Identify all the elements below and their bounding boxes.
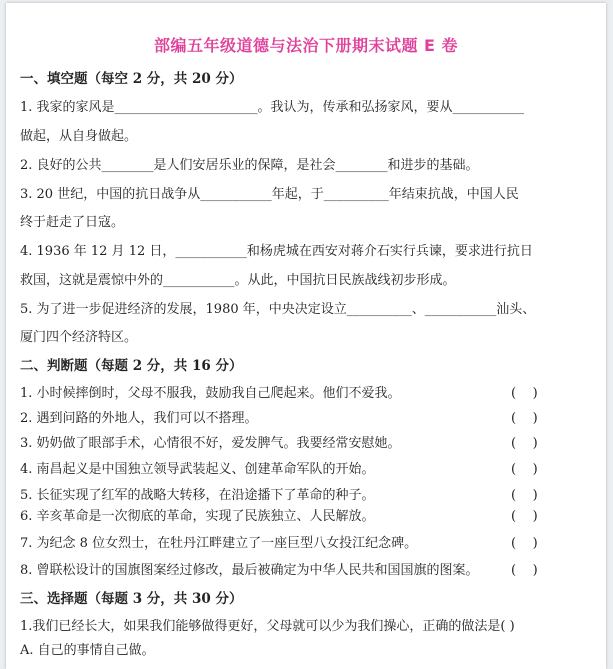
judge-item: 8. 曾联松设计的国旗图案经过修改，最后被确定为中华人民共和国国旗的图案。 [20,563,479,578]
judge-item: 4. 南昌起义是中国独立领导武装起义、创建革命军队的开始。 [20,462,375,477]
choice-option: A. 自己的事情自己做。 [20,643,155,658]
choice-question: 1.我们已经长大，如果我们能够做得更好，父母就可以少为我们操心，正确的做法是( ) [20,619,515,634]
section-heading-choice: 三、选择题（每题 3 分，共 30 分） [20,591,243,607]
judge-item: 2. 遇到问路的外地人，我们可以不搭理。 [20,411,258,426]
fill-line: 厦门四个经济特区。 [20,330,138,345]
fill-line: 1. 我家的家风是______________________。我认为，传承和弘扬家风，要从___________ [20,100,525,115]
section-heading-judge: 二、判断题（每题 2 分，共 16 分） [20,358,243,374]
judge-item: 3. 奶奶做了眼部手术，心情很不好，爱发脾气。我要经常安慰她。 [20,436,401,451]
section-heading-fill: 一、填空题（每空 2 分，共 20 分） [20,71,243,87]
judge-item: 5. 长征实现了红军的战略大转移，在沿途播下了革命的种子。 [20,488,375,503]
fill-line: 做起，从自身做起。 [20,129,138,144]
answer-paren[interactable]: ( ) [511,509,538,524]
fill-line: 4. 1936 年 12 月 12 日，___________和杨虎城在西安对蒋介石实行兵谏，要求进行抗日 [20,244,533,259]
judge-item: 1. 小时候摔倒时，父母不服我，鼓励我自己爬起来。他们不爱我。 [20,386,401,401]
judge-item: 6. 辛亥革命是一次彻底的革命，实现了民族独立、人民解放。 [20,509,375,524]
answer-paren[interactable]: ( ) [511,563,538,578]
answer-paren[interactable]: ( ) [511,386,538,401]
answer-paren[interactable]: ( ) [511,536,538,551]
page-title: 部编五年级道德与法治下册期末试题 E 卷 [153,36,459,55]
answer-paren[interactable]: ( ) [511,411,538,426]
fill-line: 终于赶走了日寇。 [20,215,125,230]
answer-paren[interactable]: ( ) [511,436,538,451]
exam-page [6,3,606,669]
fill-line: 3. 20 世纪，中国的抗日战争从___________年起，于__________年结束抗战，中国人民 [20,187,519,202]
answer-paren[interactable]: ( ) [511,488,538,503]
answer-paren[interactable]: ( ) [511,462,538,477]
judge-item: 7. 为纪念 8 位女烈士，在牡丹江畔建立了一座巨型八女投江纪念碑。 [20,536,418,551]
fill-line: 5. 为了进一步促进经济的发展，1980 年，中央决定设立__________、___________汕头、 [20,302,536,317]
fill-line: 2. 良好的公共________是人们安居乐业的保障，是社会________和进步的基础。 [20,158,479,173]
fill-line: 救国，这就是震惊中外的___________。从此，中国抗日民族战线初步形成。 [20,273,456,288]
